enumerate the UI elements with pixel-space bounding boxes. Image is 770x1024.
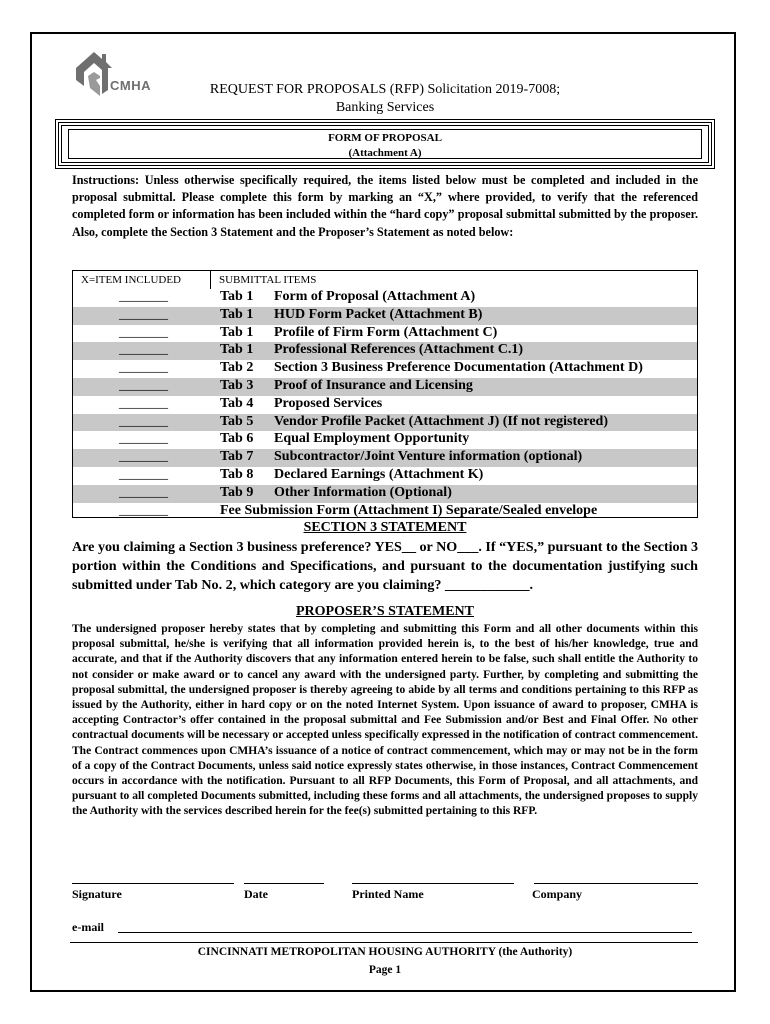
form-subtitle: (Attachment A) [348, 147, 422, 159]
item-tab: Tab 8 [220, 467, 254, 482]
item-description: Other Information (Optional) [274, 484, 452, 500]
table-row [73, 342, 697, 360]
printed-name-line[interactable] [352, 883, 514, 884]
date-line[interactable] [244, 883, 324, 884]
table-row [73, 360, 697, 378]
item-tab: Tab 3 [220, 378, 254, 393]
table-row [73, 449, 697, 467]
footer-org: CINCINNATI METROPOLITAN HOUSING AUTHORITY (the Authority) [197, 946, 573, 958]
section3-title: SECTION 3 STATEMENT [303, 520, 467, 535]
item-included-blank[interactable]: _______ [119, 395, 168, 411]
form-of-proposal-box [58, 122, 712, 166]
item-included-blank[interactable]: _______ [119, 431, 168, 447]
item-description: Fee Submission Form (Attachment I) Separate/Sealed envelope [220, 502, 598, 518]
header-submittal-items: SUBMITTAL ITEMS [219, 274, 317, 286]
signature-label: Signature [72, 887, 122, 901]
item-description: Declared Earnings (Attachment K) [274, 467, 484, 482]
item-description: Subcontractor/Joint Venture information (optional) [274, 449, 583, 465]
table-row [73, 467, 697, 485]
item-description: Proposed Services [274, 395, 383, 411]
item-included-blank[interactable]: _______ [119, 342, 168, 358]
item-description: Profile of Firm Form (Attachment C) [274, 324, 498, 340]
table-row [73, 378, 697, 396]
item-tab: Tab 2 [220, 360, 254, 376]
submittal-items-table [72, 270, 698, 518]
email-line[interactable] [118, 932, 692, 933]
table-row [73, 503, 697, 521]
header-item-included: X=ITEM INCLUDED [81, 274, 181, 286]
table-row [73, 431, 697, 449]
item-tab: Tab 1 [220, 289, 254, 304]
item-tab: Tab 1 [220, 324, 254, 340]
table-header [73, 271, 697, 289]
proposer-statement-title: PROPOSER’S STATEMENT [295, 604, 474, 619]
page-number: Page 1 [368, 964, 402, 976]
table-row [73, 485, 697, 503]
item-included-blank[interactable]: _______ [119, 360, 168, 376]
instructions-text: Instructions: Unless otherwise specifically required, the items listed below must be completed and included in the proposal submittal. Please complete this form by marking an “X,” where provided, to verify that the referenced completed form or information has been included within the “hard copy” proposal submittal submitted by the proposer. Also, complete the Section 3 Statement and the Proposer’s Statement as noted below: [72, 173, 698, 239]
table-row [73, 289, 697, 307]
item-description: HUD Form Packet (Attachment B) [274, 306, 483, 322]
email-label: e-mail [72, 920, 104, 934]
rfp-subtitle: Banking Services [335, 100, 435, 115]
footer-divider [70, 942, 698, 943]
item-description: Vendor Profile Packet (Attachment J) (If not registered) [274, 413, 608, 429]
item-description: Equal Employment Opportunity [274, 431, 470, 447]
item-included-blank[interactable]: _______ [119, 449, 168, 465]
table-row [73, 307, 697, 325]
logo-text: CMHA [110, 78, 151, 93]
item-included-blank[interactable]: _______ [119, 289, 168, 304]
item-included-blank[interactable]: _______ [119, 467, 168, 482]
rfp-title: REQUEST FOR PROPOSALS (RFP) Solicitation 2019-7008; [209, 82, 561, 97]
table-row [73, 396, 697, 414]
item-tab: Tab 1 [220, 306, 254, 322]
printed-name-label: Printed Name [352, 887, 424, 901]
form-title: FORM OF PROPOSAL [328, 132, 442, 144]
item-included-blank[interactable]: _______ [119, 324, 168, 340]
table-row [73, 325, 697, 343]
section3-text: Are you claiming a Section 3 business preference? YES__ or NO___. If “YES,” pursuant to the Section 3 portion within the Conditions and Specifications, and pursuant to the documentation justifying such submitted under Tab No. 2, which category are you claiming? ____________. [72, 539, 699, 593]
item-description: Professional References (Attachment C.1) [274, 342, 524, 358]
item-description: Section 3 Business Preference Documentation (Attachment D) [274, 360, 643, 376]
item-included-blank[interactable]: _______ [119, 484, 168, 500]
item-tab: Tab 5 [220, 413, 254, 429]
header-divider [210, 271, 211, 289]
item-tab: Tab 6 [220, 431, 254, 447]
item-included-blank[interactable]: _______ [119, 413, 168, 429]
item-tab: Tab 9 [220, 484, 254, 500]
proposer-statement-text: The undersigned proposer hereby states that by completing and submitting this Form and all other documents within this proposal submittal, he/she is verifying that all information provided herein is, to the best of his/her knowledge, true and accurate, and that if the Authority discovers that any information entered herein to be false, such shall entitle the Authority to not consider or make award or to cancel any award with the undersigned party. Further, by completing and submitting the proposal submittal, the undersigned proposer is thereby agreeing to abide by all terms and conditions pertaining to this RFP as issued by the Authority, either in hard copy or on the noted Internet System. Upon issuance of award to proposer, CMHA is accepting Contractor’s offer contained in the proposal submittal and Fee Submission and/or Best and Final Offer. No other contractual documents will be necessary or accepted unless specifically expressed in the notification of contract commencement. The Contract commences upon CMHA’s issuance of a notice of contract commencement, which may or may not be in the form of a copy of the Contract Documents, unless said notice expressly states otherwise, in those instances, Contract Commencement occurs in accordance with the notification. Pursuant to all RFP Documents, this Form of Proposal, and all attachments, and pursuant to all completed Documents submitted, including these forms and all attachments, the undersigned proposes to supply the Authority with the services described herein for the fee(s) submitted pertaining to this RFP. [72, 623, 698, 818]
company-label: Company [532, 887, 583, 901]
table-row [73, 414, 697, 432]
item-description: Proof of Insurance and Licensing [274, 378, 473, 393]
company-line[interactable] [534, 883, 698, 884]
signature-line[interactable] [72, 883, 234, 884]
item-tab: Tab 1 [220, 342, 254, 358]
item-tab: Tab 7 [220, 449, 254, 465]
item-included-blank[interactable]: _______ [119, 306, 168, 322]
item-tab: Tab 4 [220, 395, 254, 411]
item-description: Form of Proposal (Attachment A) [274, 289, 476, 304]
item-included-blank[interactable]: _______ [119, 502, 168, 518]
date-label: Date [244, 887, 268, 901]
item-included-blank[interactable]: _______ [119, 378, 168, 393]
